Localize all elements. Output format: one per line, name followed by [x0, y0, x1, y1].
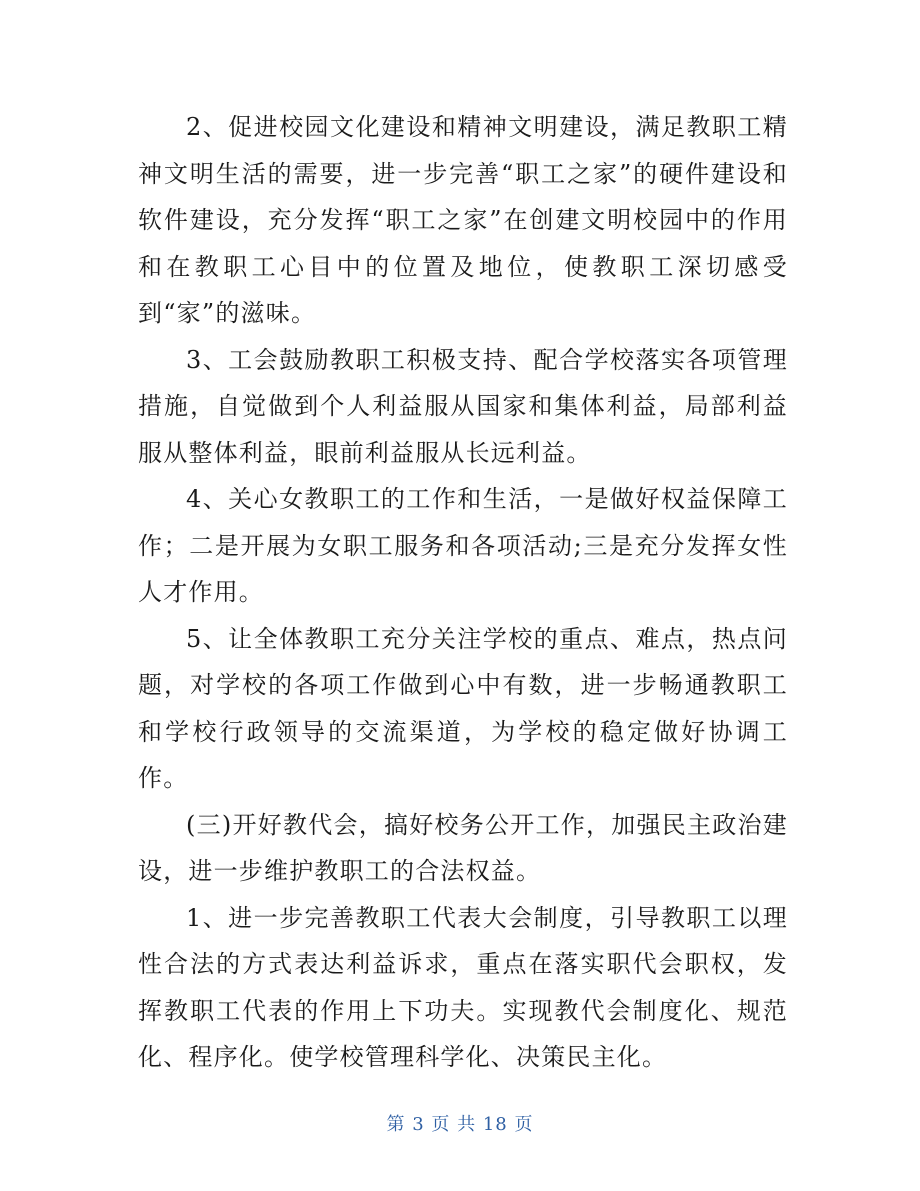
paragraph-item-3: 3、工会鼓励教职工积极支持、配合学校落实各项管理措施，自觉做到个人利益服从国家和集体利益，局部利益服从整体利益，眼前利益服从长远利益。 — [138, 345, 788, 467]
page-number-footer: 第 3 页 共 18 页 — [386, 1114, 534, 1135]
section-heading-3: (三)开好教代会，搞好校务公开工作，加强民主政治建设，进一步维护教职工的合法权益。 — [138, 810, 788, 885]
paragraph-item-5: 5、让全体教职工充分关注学校的重点、难点，热点问题，对学校的各项工作做到心中有数，进一步畅通教职工和学校行政领导的交流渠道，为学校的稳定做好协调工作。 — [138, 624, 788, 792]
paragraph-item-2: 2、促进校园文化建设和精神文明建设，满足教职工精神文明生活的需要，进一步完善“职工之家”的硬件建设和软件建设，充分发挥“职工之家”在创建文明校园中的作用和在教职工心目中的位置及地位，使教职工深切感受到“家”的滋味。 — [138, 113, 788, 327]
paragraph-item-1: 1、进一步完善教职工代表大会制度，引导教职工以理性合法的方式表达利益诉求，重点在落实职代会职权，发挥教职工代表的作用上下功夫。实现教代会制度化、规范化、程序化。使学校管理科学化、决策民主化。 — [138, 903, 788, 1071]
paragraph-item-4: 4、关心女教职工的工作和生活，一是做好权益保障工作；二是开展为女职工服务和各项活动;三是充分发挥女性人才作用。 — [138, 485, 788, 606]
document-body — [138, 104, 788, 1081]
